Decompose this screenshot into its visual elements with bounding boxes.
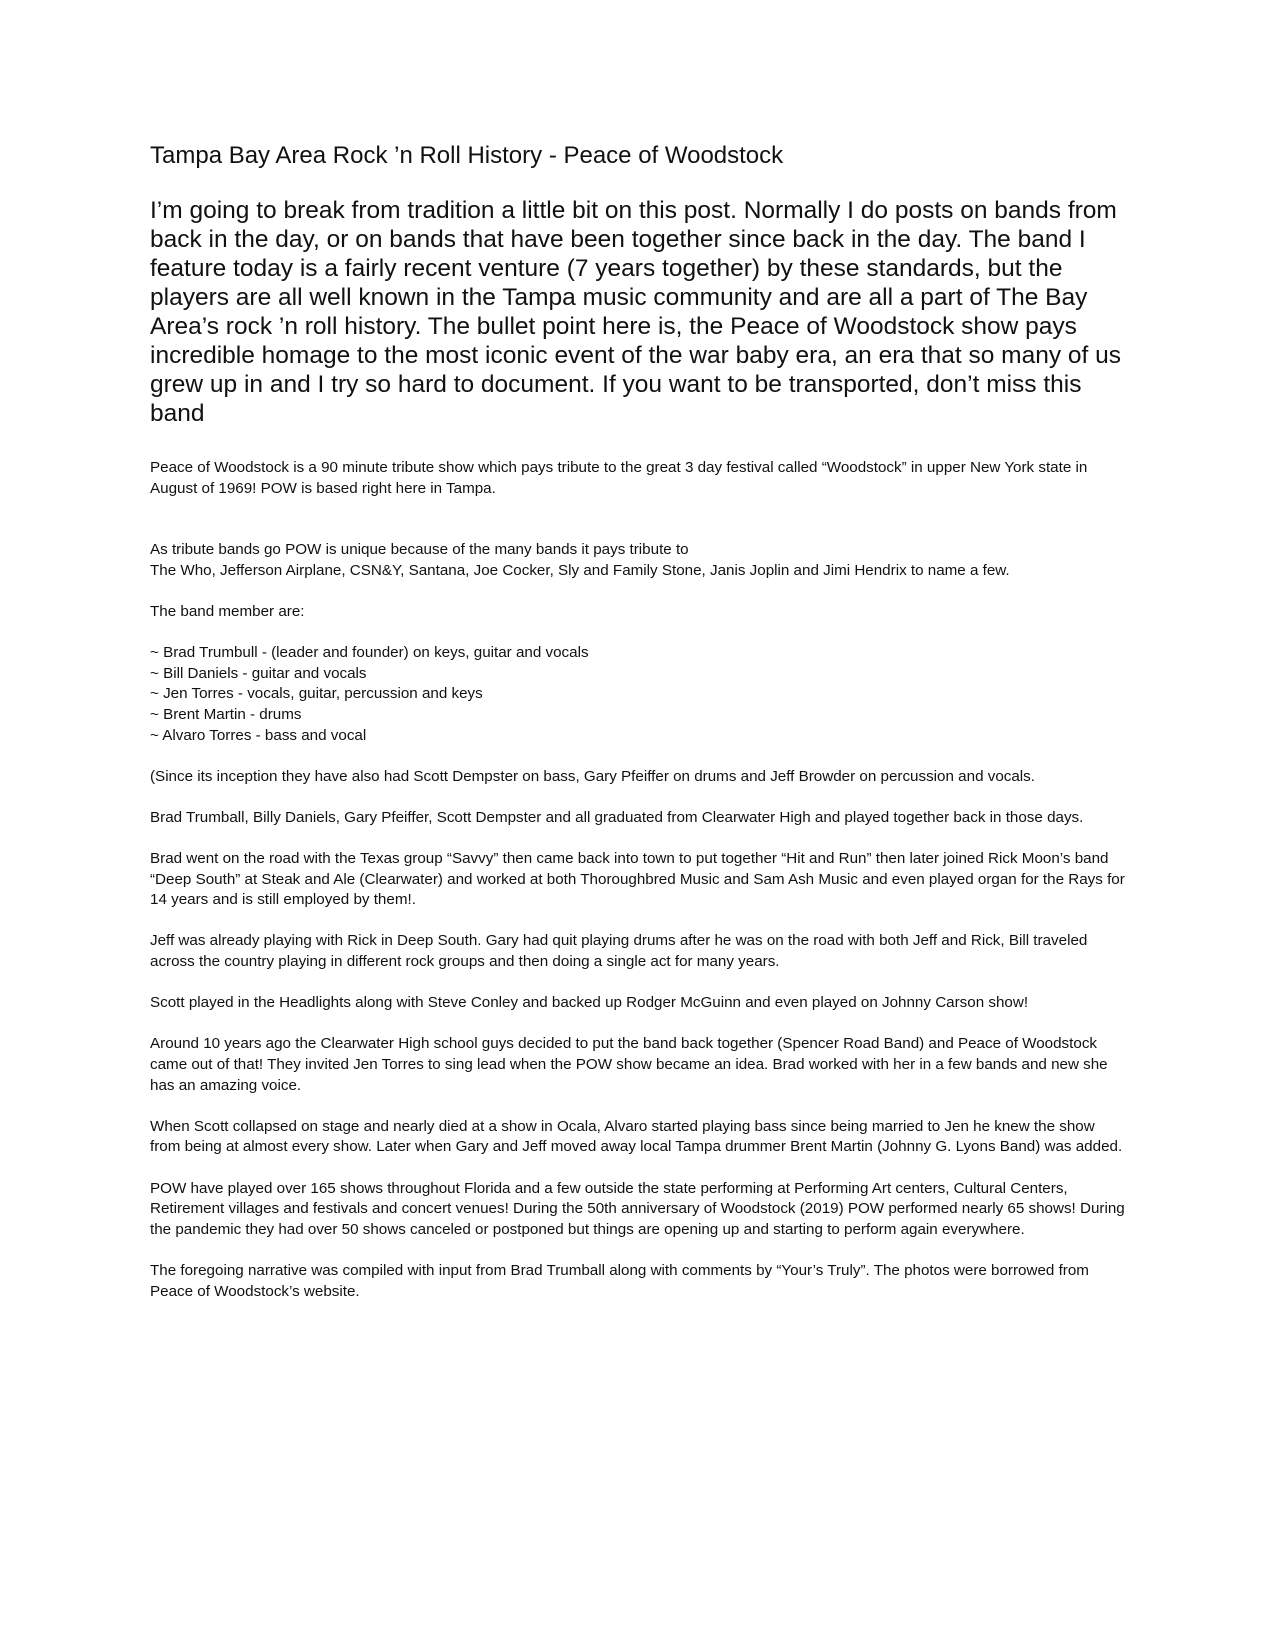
document-title: Tampa Bay Area Rock ’n Roll History - Peace of Woodstock <box>150 142 784 169</box>
document-page <box>150 140 1125 1323</box>
intro-paragraph: I’m going to break from tradition a little bit on this post. Normally I do posts on bands from back in the day, or on bands that have been together since back in the day. The band I feature today is a fairly recent venture (7 years together) by these standards, but the players are all well known in the Tampa music community and are all a part of The Bay Area’s rock ’n roll history. The bullet point here is, the Peace of Woodstock show pays incredible homage to the most iconic event of the war baby era, an era that so many of us grew up in and I try so hard to document. If you want to be transported, don’t miss this band <box>150 197 1122 427</box>
paragraph-overview: Peace of Woodstock is a 90 minute tribute show which pays tribute to the great 3 day festival called “Woodstock” in upper New York state in August of 1969! POW is based right here in Tampa. <box>150 459 1088 497</box>
paragraph-tribute-bands <box>150 540 1125 581</box>
tribute-bands-line: The Who, Jefferson Airplane, CSN&Y, Santana, Joe Cocker, Sly and Family Stone, Janis Joplin and Jimi Hendrix to name a few. <box>150 561 1010 579</box>
tribute-intro-line: As tribute bands go POW is unique because of the many bands it pays tribute to <box>150 541 689 559</box>
paragraph-clearwater-high: Brad Trumball, Billy Daniels, Gary Pfeiffer, Scott Dempster and all graduated from Clearwater High and played together back in those days. <box>150 808 1084 826</box>
list-item: ~ Jen Torres - vocals, guitar, percussion and keys <box>150 685 483 703</box>
list-item: ~ Alvaro Torres - bass and vocal <box>150 726 367 744</box>
paragraph-band-origin: Around 10 years ago the Clearwater High school guys decided to put the band back together (Spencer Road Band) and Peace of Woodstock came out of that! They invited Jen Torres to sing lead when the POW show became an idea. Brad worked with her in a few bands and new she has an amazing voice. <box>150 1035 1108 1094</box>
list-item: ~ Brad Trumbull - (leader and founder) on keys, guitar and vocals <box>150 644 589 662</box>
band-members-list <box>150 643 1125 746</box>
paragraph-brad-history: Brad went on the road with the Texas group “Savvy” then came back into town to put together “Hit and Run” then later joined Rick Moon’s band “Deep South” at Steak and Ale (Clearwater) and worked at both Thoroughbred Music and Sam Ash Music and even played organ for the Rays for 14 years and is still employed by them!. <box>150 850 1125 909</box>
members-heading: The band member are: <box>150 602 305 620</box>
list-item: ~ Brent Martin - drums <box>150 705 302 723</box>
paragraph-shows: POW have played over 165 shows throughout Florida and a few outside the state performing at Performing Art centers, Cultural Centers, Retirement villages and festivals and concert venues! During the 50th anniversary of Woodstock (2019) POW performed nearly 65 shows! During the pandemic they had over 50 shows canceled or postponed but things are opening up and starting to perform again everywhere. <box>150 1179 1125 1238</box>
paragraph-lineup-changes: When Scott collapsed on stage and nearly died at a show in Ocala, Alvaro started playing bass since being married to Jen he knew the show from being at almost every show. Later when Gary and Jeff moved away local Tampa drummer Brent Martin (Johnny G. Lyons Band) was added. <box>150 1117 1123 1156</box>
paragraph-jeff-gary-bill: Jeff was already playing with Rick in Deep South. Gary had quit playing drums after he was on the road with both Jeff and Rick, Bill traveled across the country playing in different rock groups and then doing a single act for many years. <box>150 932 1088 971</box>
paragraph-credits: The foregoing narrative was compiled with input from Brad Trumball along with comments by “Your’s Truly”. The photos were borrowed from Peace of Woodstock’s website. <box>150 1261 1089 1300</box>
list-item: ~ Bill Daniels - guitar and vocals <box>150 664 367 682</box>
paragraph-former-members: (Since its inception they have also had Scott Dempster on bass, Gary Pfeiffer on drums and Jeff Browder on percussion and vocals. <box>150 767 1035 785</box>
paragraph-scott: Scott played in the Headlights along with Steve Conley and backed up Rodger McGuinn and even played on Johnny Carson show! <box>150 994 1029 1012</box>
